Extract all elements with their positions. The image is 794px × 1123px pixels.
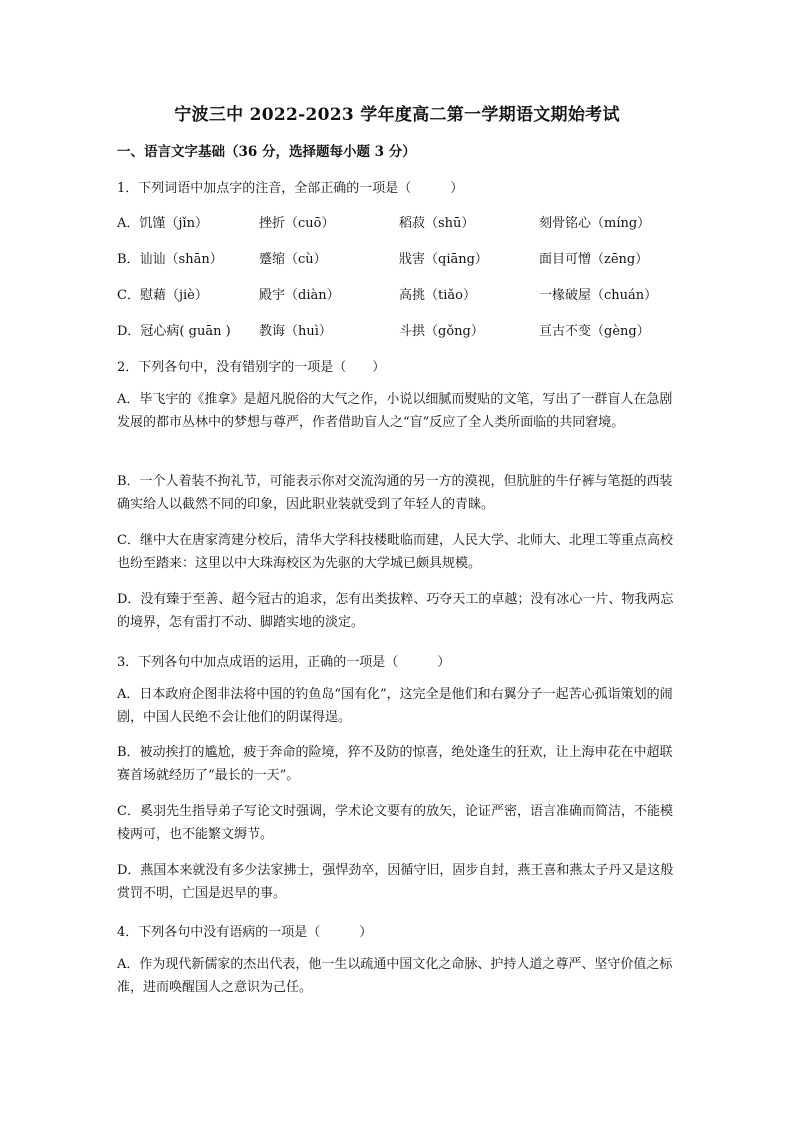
option-item: B．讪讪（shān） — [117, 252, 223, 267]
option-item: D．冠心病( guān ) — [117, 324, 231, 339]
option-item: 高挑（tiǎo） — [399, 288, 476, 303]
option-item: 教诲（huì） — [259, 324, 332, 339]
exam-title: 宁波三中 2022-2023 学年度高二第一学期语文期始考试 — [174, 105, 620, 125]
question-3-option-a: A．日本政府企图非法将中国的钓鱼岛“国有化”，这完全是他们和右翼分子一起苦心孤诣策划的闹剧，中国人民绝不会让他们的阴谋得逞。 — [117, 687, 673, 725]
question-1-option-d — [117, 320, 697, 338]
option-item: C．慰藉（jiè） — [117, 288, 208, 303]
question-1-option-b — [117, 248, 697, 266]
question-4-option-a: A．作为现代新儒家的杰出代表，他一生以疏通中国文化之命脉、护持人道之尊严、坚守价值之标准，进而唤醒国人之意识为己任。 — [117, 957, 673, 995]
question-1-option-c — [117, 284, 697, 302]
question-4-stem: 4．下列各句中没有语病的一项是（ ） — [117, 925, 373, 940]
option-item: 一椽破屋（chuán） — [539, 288, 658, 303]
question-2-option-a: A．毕飞宇的《推拿》是超凡脱俗的大气之作，小说以细腻而熨贴的文笔，写出了一群盲人在急剧发展的都市丛林中的梦想与尊严，作者借助盲人之“盲”反应了全人类所面临的共同窘境。 — [117, 392, 673, 430]
question-3-stem: 3．下列各句中加点成语的运用，正确的一项是（ ） — [117, 655, 451, 670]
question-2-stem: 2．下列各句中，没有错别字的一项是（ ） — [117, 360, 386, 375]
option-item: 殿宇（diàn） — [259, 288, 340, 303]
question-3-option-d: D．燕国本来就没有多少法家拂士，强悍劲卒，因循守旧，固步自封，燕王喜和燕太子丹又是这般赏罚不明，亡国是迟早的事。 — [117, 863, 674, 901]
option-item: A．饥馑（jǐn） — [117, 216, 208, 231]
question-2-option-b: B．一个人着装不拘礼节，可能表示你对交流沟通的另一方的漠视，但肮脏的牛仔裤与笔挺的西装确实给人以截然不同的印象，因此职业装就受到了年轻人的青睐。 — [117, 474, 673, 512]
option-item: 面目可憎（zēng） — [539, 252, 649, 267]
question-2-option-d: D．没有臻于至善、超今冠古的追求，怎有出类拔粹、巧夺天工的卓越；没有冰心一片、物我两忘的境界，怎有雷打不动、脚踏实地的淡定。 — [117, 592, 674, 630]
question-3-option-c: C．奚羽先生指导弟子写论文时强调，学术论文要有的放矢，论证严密，语言准确而简洁，不能模棱两可，也不能繁文缛节。 — [117, 804, 673, 842]
option-item: 斗拱（gǒng） — [399, 324, 484, 339]
question-3-option-b: B．被动挨打的尴尬，疲于奔命的险境，猝不及防的惊喜，绝处逢生的狂欢，让上海申花在中超联赛首场就经历了“最长的一天”。 — [117, 745, 673, 783]
section-heading: 一、语言文字基础（36 分，选择题每小题 3 分） — [117, 144, 416, 160]
option-item: 蹙缩（cù） — [259, 252, 327, 267]
question-2-option-c: C．继中大在唐家湾建分校后，清华大学科技楼毗临而建，人民大学、北师大、北理工等重点高校也纷至踏来：这里以中大珠海校区为先驱的大学城已颇具规模。 — [117, 533, 673, 571]
option-item: 刻骨铭心（míng） — [539, 216, 651, 231]
option-item: 戕害（qiāng） — [399, 252, 488, 267]
option-item: 挫折（cuō） — [259, 216, 335, 231]
question-1-option-a — [117, 212, 697, 230]
option-item: 亘古不变（gèng） — [539, 324, 650, 339]
option-item: 稻菽（shū） — [399, 216, 475, 231]
question-1-stem: 1．下列词语中加点字的注音，全部正确的一项是（ ） — [117, 181, 464, 196]
